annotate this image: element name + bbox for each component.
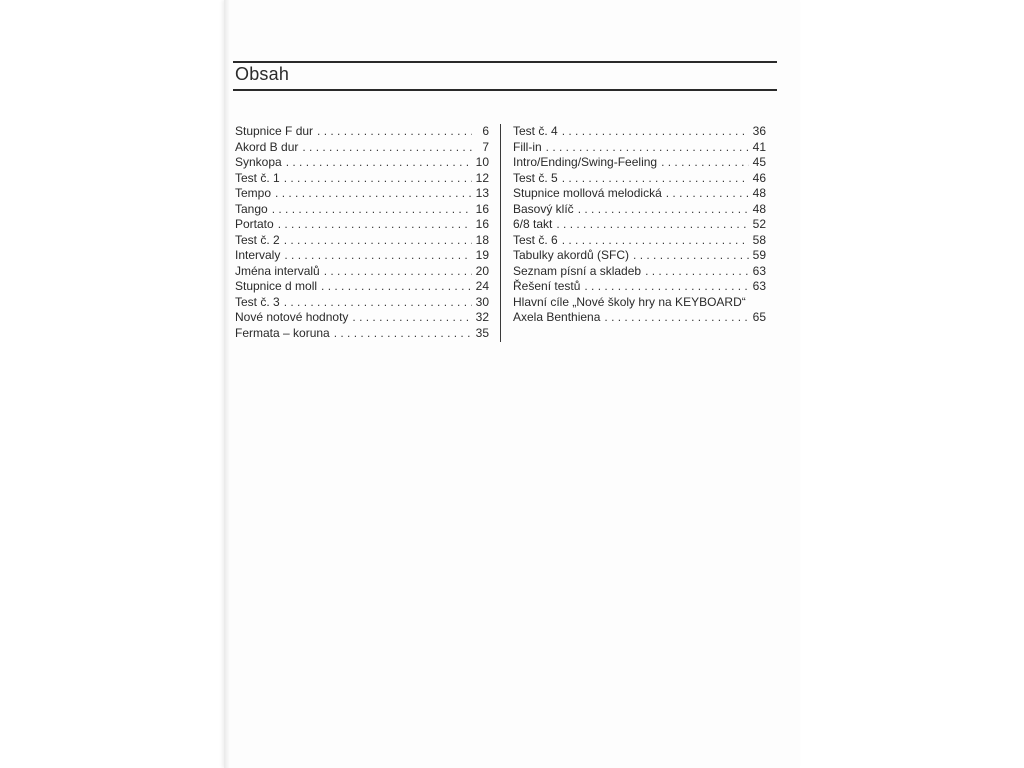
toc-entry-page: 63 <box>752 279 766 293</box>
toc-left-column <box>235 124 489 341</box>
toc-entry-label: Stupnice d moll <box>235 279 318 293</box>
toc-leader-dots <box>645 264 749 280</box>
toc-leader-dots <box>334 326 472 342</box>
toc-leader-dots <box>284 233 472 249</box>
toc-leader-dots <box>546 140 749 156</box>
toc-entry <box>513 233 766 249</box>
toc-leader-dots <box>272 202 472 218</box>
document-page <box>224 0 800 768</box>
toc-entry-label: Test č. 5 <box>513 170 558 185</box>
toc-leader-dots <box>562 124 749 140</box>
toc-leader-dots <box>584 279 749 295</box>
toc-entry <box>235 217 489 233</box>
column-divider <box>500 124 501 342</box>
toc-leader-dots <box>284 171 472 187</box>
toc-entry <box>235 202 489 218</box>
toc-entry <box>513 124 766 140</box>
toc-entry-page: 32 <box>475 310 489 324</box>
toc-entry-label: Seznam písní a skladeb <box>513 263 642 278</box>
toc-entry-label: Intro/Ending/Swing-Feeling <box>513 155 658 169</box>
toc-leader-dots <box>604 310 749 326</box>
title-bottom-rule <box>233 89 777 91</box>
toc-entry-page: 16 <box>475 201 489 216</box>
toc-entry <box>235 155 489 171</box>
toc-entry-page: 63 <box>752 263 766 278</box>
toc-leader-dots <box>278 217 472 233</box>
toc-entry-page: 12 <box>475 170 489 185</box>
toc-entry <box>513 186 766 202</box>
toc-entry-label: Axela Benthiena <box>513 310 601 324</box>
toc-entry-label: Basový klíč <box>513 201 574 216</box>
toc-entry-label: Stupnice F dur <box>235 124 314 138</box>
toc-entry-page: 52 <box>752 217 766 231</box>
page-title: Obsah <box>235 64 290 84</box>
toc-entry-label: Tango <box>235 201 268 216</box>
toc-entry-label: Akord B dur <box>235 139 299 154</box>
toc-entry-label: Test č. 1 <box>235 170 280 185</box>
toc-leader-dots <box>556 217 749 233</box>
toc-entry-page: 30 <box>475 294 489 309</box>
toc-entry-label: Test č. 4 <box>513 124 558 138</box>
toc-leader-dots <box>286 155 472 171</box>
toc-entry-page: 6 <box>482 124 489 138</box>
toc-leader-dots <box>352 310 472 326</box>
toc-leader-dots <box>661 155 749 171</box>
toc-entry-label: Fermata – koruna <box>235 325 330 340</box>
toc-entry <box>513 155 766 171</box>
toc-entry <box>235 124 489 140</box>
toc-entry <box>513 248 766 264</box>
toc-entry <box>513 202 766 218</box>
toc-entry <box>235 310 489 326</box>
toc-entry-page: 41 <box>752 139 766 154</box>
toc-entry <box>513 217 766 233</box>
toc-leader-dots <box>284 295 472 311</box>
toc-entry-page: 13 <box>475 186 489 200</box>
toc-entry-label: Nové notové hodnoty <box>235 310 349 324</box>
toc-entry-label: Tempo <box>235 186 272 200</box>
toc-entry-label: Tabulky akordů (SFC) <box>513 248 630 262</box>
toc-leader-dots <box>302 140 472 156</box>
toc-entry <box>235 264 489 280</box>
toc-leader-dots <box>284 248 472 264</box>
toc-entry-page: 10 <box>475 155 489 169</box>
title-top-rule <box>233 61 777 63</box>
toc-entry-page: 48 <box>752 186 766 200</box>
toc-entry <box>513 264 766 280</box>
toc-entry <box>235 326 489 342</box>
toc-entry-label: 6/8 takt <box>513 217 553 231</box>
toc-entry-label: Portato <box>235 217 274 231</box>
toc-leader-dots <box>578 202 749 218</box>
toc-entry-page: 24 <box>475 279 489 293</box>
toc-entry <box>513 140 766 156</box>
toc-entry <box>235 279 489 295</box>
toc-entry <box>235 233 489 249</box>
toc-leader-dots <box>317 124 472 140</box>
toc-entry <box>235 186 489 202</box>
toc-entry <box>513 279 766 295</box>
toc-entry-page: 59 <box>752 248 766 262</box>
toc-leader-dots <box>321 279 472 295</box>
toc-entry-page: 45 <box>752 155 766 169</box>
toc-entry-page: 16 <box>475 217 489 231</box>
toc-entry-page: 18 <box>475 232 489 247</box>
toc-leader-dots <box>666 186 749 202</box>
toc-leader-dots <box>633 248 749 264</box>
toc-right-column <box>513 124 766 326</box>
toc-entry-page: 19 <box>475 248 489 262</box>
toc-entry-label: Hlavní cíle „Nové školy hry na KEYBOARD“ <box>513 294 746 309</box>
toc-leader-dots <box>275 186 472 202</box>
toc-entry <box>235 295 489 311</box>
toc-entry-page: 46 <box>752 170 766 185</box>
toc-entry-page: 58 <box>752 232 766 247</box>
toc-entry <box>513 171 766 187</box>
toc-entry-label: Fill-in <box>513 139 542 154</box>
toc-entry-label: Řešení testů <box>513 279 581 293</box>
toc-entry-page: 48 <box>752 201 766 216</box>
toc-leader-dots <box>562 233 749 249</box>
toc-entry-page: 65 <box>752 310 766 324</box>
toc-entry-label: Test č. 6 <box>513 232 558 247</box>
toc-entry-label: Test č. 2 <box>235 232 280 247</box>
toc-entry <box>513 295 766 311</box>
toc-leader-dots <box>324 264 472 280</box>
toc-entry-label: Intervaly <box>235 248 281 262</box>
toc-entry-label: Test č. 3 <box>235 294 280 309</box>
toc-entry-label: Synkopa <box>235 155 282 169</box>
toc-entry-label: Stupnice mollová melodická <box>513 186 662 200</box>
toc-entry-page: 20 <box>475 263 489 278</box>
toc-entry-page: 35 <box>475 325 489 340</box>
toc-entry-page: 36 <box>752 124 766 138</box>
toc-entry <box>513 310 766 326</box>
toc-entry <box>235 171 489 187</box>
toc-entry-label: Jména intervalů <box>235 263 320 278</box>
toc-entry-page: 7 <box>482 139 489 154</box>
toc-entry <box>235 248 489 264</box>
toc-leader-dots <box>562 171 749 187</box>
toc-entry <box>235 140 489 156</box>
